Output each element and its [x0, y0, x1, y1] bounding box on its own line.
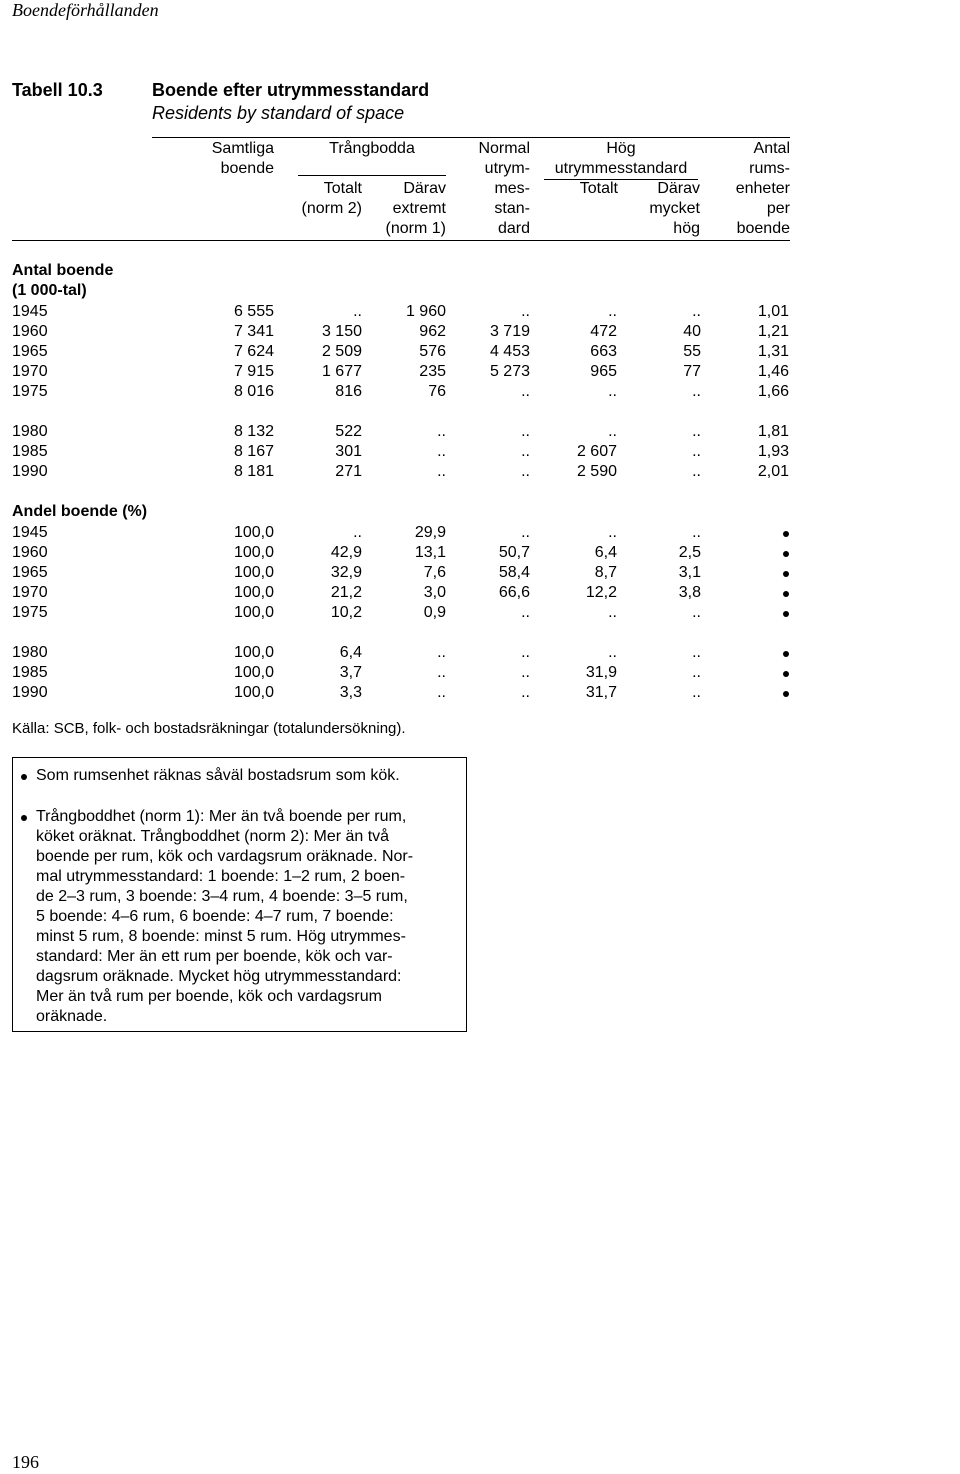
- table-row: [0, 382, 960, 402]
- table-header-rule: [12, 240, 790, 241]
- value-cell: ..: [608, 644, 617, 661]
- footnote-2: Trångboddhet (norm 1): Mer än två boende per rum, köket oräknat. Trångboddhet (norm 2): Mer än två boende per rum, kök och vardagsrum oräknade. Nor- mal utrymmesstandard: 1 boende: 1–2 rum, 2 boen- de 2–3 rum, 3 boende: 3–4 rum, 4 boende: 3–5 rum, 5 boende: 4–6 rum, 6 boende: 4–7 rum, 7 boende: minst 5 rum, 8 boende: minst 5 rum. Hög utrymmes- standard: Mer än ett rum per boende, kök och var- dagsrum oräknade. Mycket hög utrymmesstandard: Mer än två rum per boende, kök och vardagsrum oräknade.: [36, 808, 414, 1025]
- value-cell: ..: [692, 303, 701, 320]
- value-cell: 301: [335, 443, 362, 460]
- value-cell: 1,46: [757, 363, 789, 380]
- table-row: [0, 563, 960, 583]
- table-row: [0, 442, 960, 462]
- bullet-dot: [783, 591, 789, 597]
- value-cell: 12,2: [585, 584, 617, 601]
- value-cell: 271: [335, 463, 362, 480]
- table-row: [0, 643, 960, 663]
- year-cell: 1985: [12, 664, 48, 681]
- value-cell: ..: [437, 684, 446, 701]
- year-cell: 1945: [12, 303, 48, 320]
- bullet-dot: [783, 571, 789, 577]
- table-row: [0, 342, 960, 362]
- value-cell: 7,6: [423, 564, 446, 581]
- value-cell: 3,3: [339, 684, 362, 701]
- bullet-dot: [783, 551, 789, 557]
- value-cell: 663: [590, 343, 617, 360]
- value-cell: 32,9: [330, 564, 362, 581]
- value-cell: 100,0: [233, 584, 274, 601]
- bullet-dot: [783, 691, 789, 697]
- value-cell: ..: [353, 303, 362, 320]
- value-cell: 13,1: [414, 544, 446, 561]
- value-cell: 1,66: [757, 383, 789, 400]
- value-cell: 3 719: [489, 323, 530, 340]
- section-title-antal: Antal boende (1 000-tal): [12, 262, 114, 299]
- year-cell: 1980: [12, 644, 48, 661]
- header-antal-rumsenheter: Antal rums- enheter per boende: [735, 140, 790, 237]
- value-cell: 5 273: [489, 363, 530, 380]
- value-cell: 55: [683, 343, 701, 360]
- header-darav-extremt: Därav extremt (norm 1): [385, 180, 446, 237]
- value-cell: 100,0: [233, 664, 274, 681]
- table-top-rule: [152, 137, 790, 138]
- footnote-1: Som rumsenhet räknas såväl bostadsrum som kök.: [36, 767, 400, 784]
- table-row: [0, 663, 960, 683]
- table-row: [0, 523, 960, 543]
- value-cell: 6,4: [594, 544, 617, 561]
- year-cell: 1945: [12, 524, 48, 541]
- value-cell: ..: [521, 524, 530, 541]
- table-row: [0, 302, 960, 322]
- value-cell: 100,0: [233, 644, 274, 661]
- value-cell: 1,21: [757, 323, 789, 340]
- value-cell: 31,7: [585, 684, 617, 701]
- value-cell: 100,0: [233, 604, 274, 621]
- value-cell: 3 150: [321, 323, 362, 340]
- value-cell: ..: [437, 664, 446, 681]
- value-cell: ..: [608, 524, 617, 541]
- value-cell: 2,01: [757, 463, 789, 480]
- table-row: [0, 603, 960, 623]
- value-cell: ..: [521, 383, 530, 400]
- bullet-dot: [783, 611, 789, 617]
- value-cell: 4 453: [489, 343, 530, 360]
- footnote-1-bullet: [21, 774, 27, 780]
- value-cell: ..: [521, 463, 530, 480]
- value-cell: 42,9: [330, 544, 362, 561]
- header-samtliga: Samtliga boende: [211, 140, 274, 177]
- value-cell: 8 016: [233, 383, 274, 400]
- value-cell: 40: [683, 323, 701, 340]
- value-cell: 100,0: [233, 524, 274, 541]
- value-cell: ..: [692, 604, 701, 621]
- value-cell: 472: [590, 323, 617, 340]
- header-darav-mycket: Därav mycket hög: [649, 180, 700, 237]
- value-cell: 6,4: [339, 644, 362, 661]
- value-cell: 2 590: [576, 463, 617, 480]
- value-cell: 576: [419, 343, 446, 360]
- value-cell: 965: [590, 363, 617, 380]
- year-cell: 1965: [12, 564, 48, 581]
- value-cell: 962: [419, 323, 446, 340]
- value-cell: ..: [437, 443, 446, 460]
- bullet-dot: [783, 531, 789, 537]
- year-cell: 1960: [12, 323, 48, 340]
- year-cell: 1985: [12, 443, 48, 460]
- year-cell: 1975: [12, 383, 48, 400]
- value-cell: 1,81: [757, 423, 789, 440]
- value-cell: 100,0: [233, 684, 274, 701]
- value-cell: 1,31: [757, 343, 789, 360]
- value-cell: ..: [608, 383, 617, 400]
- value-cell: 1 960: [405, 303, 446, 320]
- value-cell: ..: [521, 604, 530, 621]
- value-cell: 0,9: [423, 604, 446, 621]
- value-cell: ..: [353, 524, 362, 541]
- table-row: [0, 543, 960, 563]
- value-cell: 522: [335, 423, 362, 440]
- value-cell: 3,1: [678, 564, 701, 581]
- value-cell: 8 132: [233, 423, 274, 440]
- value-cell: ..: [692, 383, 701, 400]
- value-cell: 8 167: [233, 443, 274, 460]
- table-label: Tabell 10.3: [12, 80, 103, 100]
- table-title: Boende efter utrymmesstandard: [152, 80, 430, 100]
- footnote-box: [12, 757, 467, 1032]
- value-cell: 58,4: [498, 564, 530, 581]
- value-cell: 77: [683, 363, 701, 380]
- value-cell: 235: [419, 363, 446, 380]
- value-cell: ..: [692, 443, 701, 460]
- value-cell: 7 341: [233, 323, 274, 340]
- value-cell: 8,7: [594, 564, 617, 581]
- value-cell: ..: [437, 423, 446, 440]
- value-cell: ..: [692, 423, 701, 440]
- value-cell: 100,0: [233, 544, 274, 561]
- table-row: [0, 683, 960, 703]
- value-cell: 3,7: [339, 664, 362, 681]
- value-cell: ..: [521, 664, 530, 681]
- year-cell: 1965: [12, 343, 48, 360]
- table-row: [0, 462, 960, 482]
- value-cell: 66,6: [498, 584, 530, 601]
- value-cell: ..: [692, 463, 701, 480]
- value-cell: ..: [608, 423, 617, 440]
- footnote-2-bullet: [21, 815, 27, 821]
- year-cell: 1970: [12, 584, 48, 601]
- value-cell: ..: [521, 443, 530, 460]
- value-cell: ..: [608, 604, 617, 621]
- value-cell: ..: [692, 664, 701, 681]
- value-cell: 2 509: [321, 343, 362, 360]
- value-cell: 1,93: [757, 443, 789, 460]
- value-cell: 29,9: [414, 524, 446, 541]
- value-cell: 816: [335, 383, 362, 400]
- value-cell: ..: [437, 644, 446, 661]
- value-cell: 10,2: [330, 604, 362, 621]
- year-cell: 1970: [12, 363, 48, 380]
- value-cell: 7 624: [233, 343, 274, 360]
- trangbodda-rule: [298, 175, 446, 176]
- value-cell: 6 555: [233, 303, 274, 320]
- value-cell: 2 607: [576, 443, 617, 460]
- table-title-english: Residents by standard of space: [152, 103, 405, 123]
- value-cell: 7 915: [233, 363, 274, 380]
- year-cell: 1990: [12, 684, 48, 701]
- header-trangbodda: Trångbodda: [329, 140, 415, 157]
- value-cell: ..: [521, 644, 530, 661]
- value-cell: 31,9: [585, 664, 617, 681]
- table-row: [0, 583, 960, 603]
- header-hog: Hög utrymmesstandard: [554, 140, 688, 177]
- bullet-dot: [783, 651, 789, 657]
- header-normal: Normal utrym- mes- stan- dard: [478, 140, 530, 237]
- header-hog-totalt: Totalt: [579, 180, 618, 197]
- value-cell: 2,5: [678, 544, 701, 561]
- header-totalt-norm2: Totalt (norm 2): [301, 180, 362, 217]
- value-cell: ..: [521, 303, 530, 320]
- value-cell: 1 677: [321, 363, 362, 380]
- table-row: [0, 422, 960, 442]
- value-cell: ..: [692, 524, 701, 541]
- value-cell: 3,8: [678, 584, 701, 601]
- page-number: 196: [12, 1452, 39, 1472]
- bullet-dot: [783, 671, 789, 677]
- value-cell: ..: [692, 684, 701, 701]
- value-cell: 3,0: [423, 584, 446, 601]
- value-cell: 100,0: [233, 564, 274, 581]
- value-cell: 8 181: [233, 463, 274, 480]
- year-cell: 1980: [12, 423, 48, 440]
- value-cell: ..: [608, 303, 617, 320]
- value-cell: ..: [521, 684, 530, 701]
- table-row: [0, 322, 960, 342]
- source-note: Källa: SCB, folk- och bostadsräkningar (totalundersökning).: [12, 720, 406, 737]
- year-cell: 1960: [12, 544, 48, 561]
- value-cell: 50,7: [498, 544, 530, 561]
- value-cell: 76: [428, 383, 446, 400]
- year-cell: 1975: [12, 604, 48, 621]
- value-cell: 1,01: [757, 303, 789, 320]
- year-cell: 1990: [12, 463, 48, 480]
- section-title-andel: Andel boende (%): [12, 503, 148, 520]
- value-cell: ..: [437, 463, 446, 480]
- value-cell: 21,2: [330, 584, 362, 601]
- value-cell: ..: [692, 644, 701, 661]
- value-cell: ..: [521, 423, 530, 440]
- running-header: Boendeförhållanden: [12, 0, 159, 20]
- table-row: [0, 362, 960, 382]
